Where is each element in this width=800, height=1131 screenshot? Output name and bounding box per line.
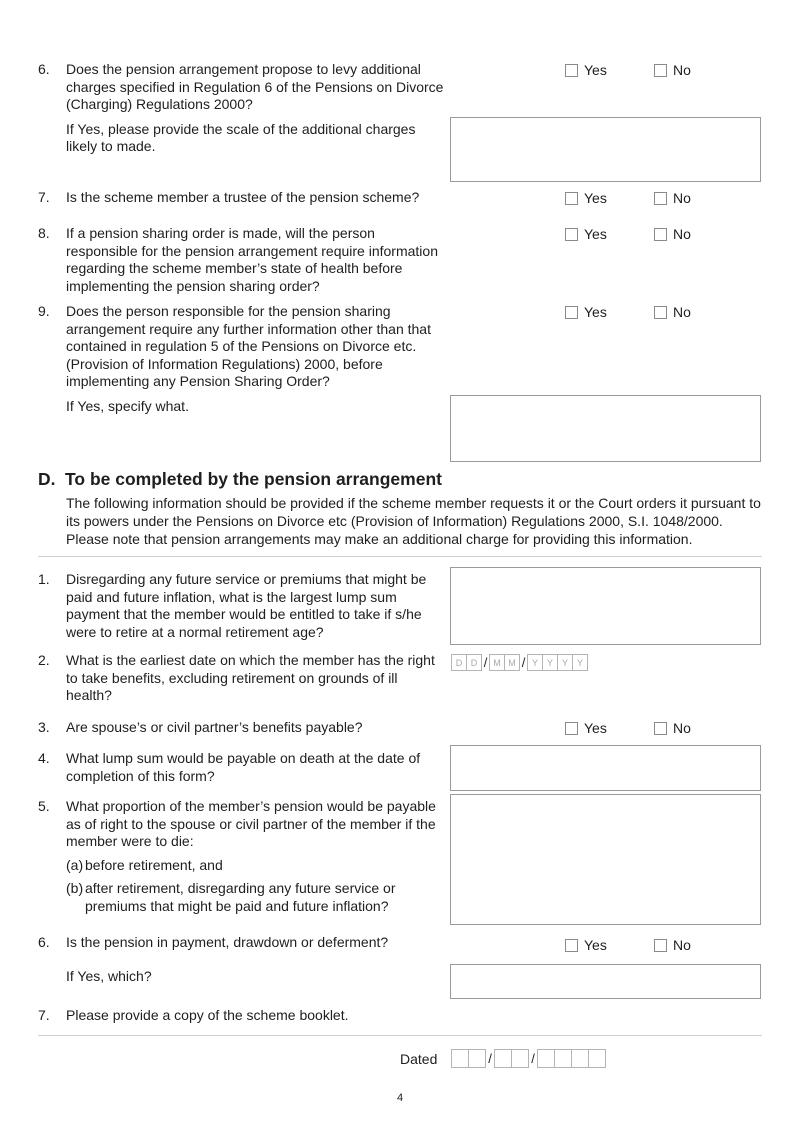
no-option[interactable] bbox=[654, 304, 691, 321]
date-separator: / bbox=[531, 1051, 535, 1066]
month-digit[interactable]: M bbox=[489, 654, 505, 671]
question-d1-text: Disregarding any future service or premiums that might be paid and future inflation, what is the largest lump sum payment that the member would be entitled to take if s/he were to retire at a normal retirement age? bbox=[66, 571, 427, 640]
question-text bbox=[66, 798, 444, 915]
section-heading bbox=[38, 469, 442, 490]
yes-option[interactable] bbox=[565, 190, 607, 207]
year-digit[interactable]: Y bbox=[557, 654, 573, 671]
question-number: 6. bbox=[38, 61, 50, 77]
question-number: 9. bbox=[38, 303, 50, 319]
question-c6-followup: If Yes, please provide the scale of the additional charges likely to made. bbox=[66, 120, 416, 154]
section-title: To be completed by the pension arrangement bbox=[65, 469, 442, 489]
sub-item-text: before retirement, and bbox=[85, 856, 223, 873]
page-number: 4 bbox=[396, 1092, 404, 1104]
question-number: 2. bbox=[38, 652, 50, 668]
date-separator: / bbox=[483, 655, 488, 670]
yes-option[interactable] bbox=[565, 62, 607, 79]
no-option[interactable] bbox=[654, 190, 691, 207]
question-number: 5. bbox=[38, 798, 50, 814]
yes-checkbox[interactable] bbox=[565, 228, 578, 241]
question-number: 7. bbox=[38, 1007, 50, 1023]
no-checkbox[interactable] bbox=[654, 939, 667, 952]
year-digit[interactable] bbox=[554, 1049, 572, 1068]
question-d6-followup: If Yes, which? bbox=[66, 968, 152, 984]
sub-item-label: (a) bbox=[66, 856, 84, 873]
yes-label: Yes bbox=[584, 226, 607, 242]
yes-label: Yes bbox=[584, 937, 607, 953]
no-label: No bbox=[673, 304, 691, 320]
sub-item-text: after retirement, disregarding any future service or premiums that might be paid and future inflation? bbox=[85, 880, 396, 914]
yes-checkbox[interactable] bbox=[565, 306, 578, 319]
year-digit[interactable] bbox=[588, 1049, 606, 1068]
yes-label: Yes bbox=[584, 62, 607, 78]
question-number: 4. bbox=[38, 750, 50, 766]
death-lump-sum-field[interactable] bbox=[450, 745, 761, 791]
further-information-field[interactable] bbox=[450, 395, 761, 462]
question-d5-text: What proportion of the member’s pension would be payable as of right to the spouse or civil partner of the member if the member were to die: bbox=[66, 798, 436, 849]
additional-charges-field[interactable] bbox=[450, 117, 761, 182]
no-checkbox[interactable] bbox=[654, 64, 667, 77]
no-checkbox[interactable] bbox=[654, 228, 667, 241]
question-number: 3. bbox=[38, 719, 50, 735]
dated-label: Dated bbox=[400, 1051, 438, 1067]
question-d2-text: What is the earliest date on which the member has the right to take benefits, excluding retirement on grounds of ill health? bbox=[66, 652, 435, 703]
no-label: No bbox=[673, 937, 691, 953]
no-label: No bbox=[673, 190, 691, 206]
no-option[interactable] bbox=[654, 937, 691, 954]
month-digit[interactable] bbox=[494, 1049, 512, 1068]
year-digit[interactable]: Y bbox=[572, 654, 588, 671]
divider bbox=[38, 1035, 762, 1036]
question-d4-text: What lump sum would be payable on death at the date of completion of this form? bbox=[66, 750, 421, 784]
date-separator: / bbox=[521, 655, 526, 670]
sub-item-b bbox=[66, 880, 444, 915]
year-digit[interactable]: Y bbox=[527, 654, 543, 671]
section-intro: The following information should be provided if the scheme member requests it or the Court orders it pursuant to its powers under the Pensions on Divorce etc (Provision of Information) Regulations 2000, S.I. 1048/2000. Please note that pension arrangements may make an additional charge for providing this information. bbox=[66, 495, 761, 547]
day-digit[interactable] bbox=[451, 1049, 469, 1068]
no-option[interactable] bbox=[654, 720, 691, 737]
no-checkbox[interactable] bbox=[654, 306, 667, 319]
question-c9-followup: If Yes, specify what. bbox=[66, 397, 189, 414]
day-digit[interactable] bbox=[468, 1049, 486, 1068]
question-c8-text: If a pension sharing order is made, will the person responsible for the pension arrangement require information regarding the scheme member’s state of health before implementing the pension sharing order? bbox=[66, 225, 438, 294]
question-c7-text: Is the scheme member a trustee of the pension scheme? bbox=[66, 189, 420, 205]
month-digit[interactable]: M bbox=[504, 654, 520, 671]
day-digit[interactable]: D bbox=[451, 654, 467, 671]
question-number: 7. bbox=[38, 189, 50, 205]
date-separator: / bbox=[488, 1051, 492, 1066]
question-number: 8. bbox=[38, 225, 50, 241]
question-d6-text: Is the pension in payment, drawdown or deferment? bbox=[66, 934, 389, 950]
yes-label: Yes bbox=[584, 304, 607, 320]
yes-label: Yes bbox=[584, 190, 607, 206]
sub-item-a bbox=[66, 857, 444, 875]
no-checkbox[interactable] bbox=[654, 722, 667, 735]
year-digit[interactable] bbox=[571, 1049, 589, 1068]
pension-status-field[interactable] bbox=[450, 964, 761, 999]
no-label: No bbox=[673, 226, 691, 242]
no-checkbox[interactable] bbox=[654, 192, 667, 205]
yes-option[interactable] bbox=[565, 226, 607, 243]
yes-label: Yes bbox=[584, 720, 607, 736]
no-label: No bbox=[673, 62, 691, 78]
question-text bbox=[66, 61, 444, 156]
question-text bbox=[66, 303, 444, 415]
no-option[interactable] bbox=[654, 226, 691, 243]
signature-date-input[interactable] bbox=[451, 1049, 605, 1068]
day-digit[interactable]: D bbox=[466, 654, 482, 671]
no-label: No bbox=[673, 720, 691, 736]
yes-checkbox[interactable] bbox=[565, 64, 578, 77]
yes-checkbox[interactable] bbox=[565, 192, 578, 205]
question-d7-text: Please provide a copy of the scheme booklet. bbox=[66, 1007, 349, 1023]
divider bbox=[38, 556, 762, 557]
section-letter: D. bbox=[38, 469, 56, 489]
yes-checkbox[interactable] bbox=[565, 722, 578, 735]
yes-option[interactable] bbox=[565, 937, 607, 954]
lump-sum-field[interactable] bbox=[450, 567, 761, 645]
question-number: 6. bbox=[38, 934, 50, 950]
question-c9-text: Does the person responsible for the pension sharing arrangement require any further information other than that contained in regulation 5 of the Pensions on Divorce etc. (Provision of Information Regulations) 2000, before implementing any Pension Sharing Order? bbox=[66, 303, 431, 389]
yes-checkbox[interactable] bbox=[565, 939, 578, 952]
earliest-date-input[interactable] bbox=[451, 654, 587, 671]
question-number: 1. bbox=[38, 571, 50, 587]
spouse-proportion-field[interactable] bbox=[450, 794, 761, 925]
sub-item-label: (b) bbox=[66, 880, 84, 896]
year-digit[interactable]: Y bbox=[542, 654, 558, 671]
question-c6-text: Does the pension arrangement propose to levy additional charges specified in Regulation 6 of the Pensions on Divorce (Charging) Regulations 2000? bbox=[66, 61, 444, 112]
question-d3-text: Are spouse’s or civil partner’s benefits payable? bbox=[66, 719, 363, 735]
year-digit[interactable] bbox=[537, 1049, 555, 1068]
month-digit[interactable] bbox=[511, 1049, 529, 1068]
yes-option[interactable] bbox=[565, 304, 607, 321]
yes-option[interactable] bbox=[565, 720, 607, 737]
no-option[interactable] bbox=[654, 62, 691, 79]
